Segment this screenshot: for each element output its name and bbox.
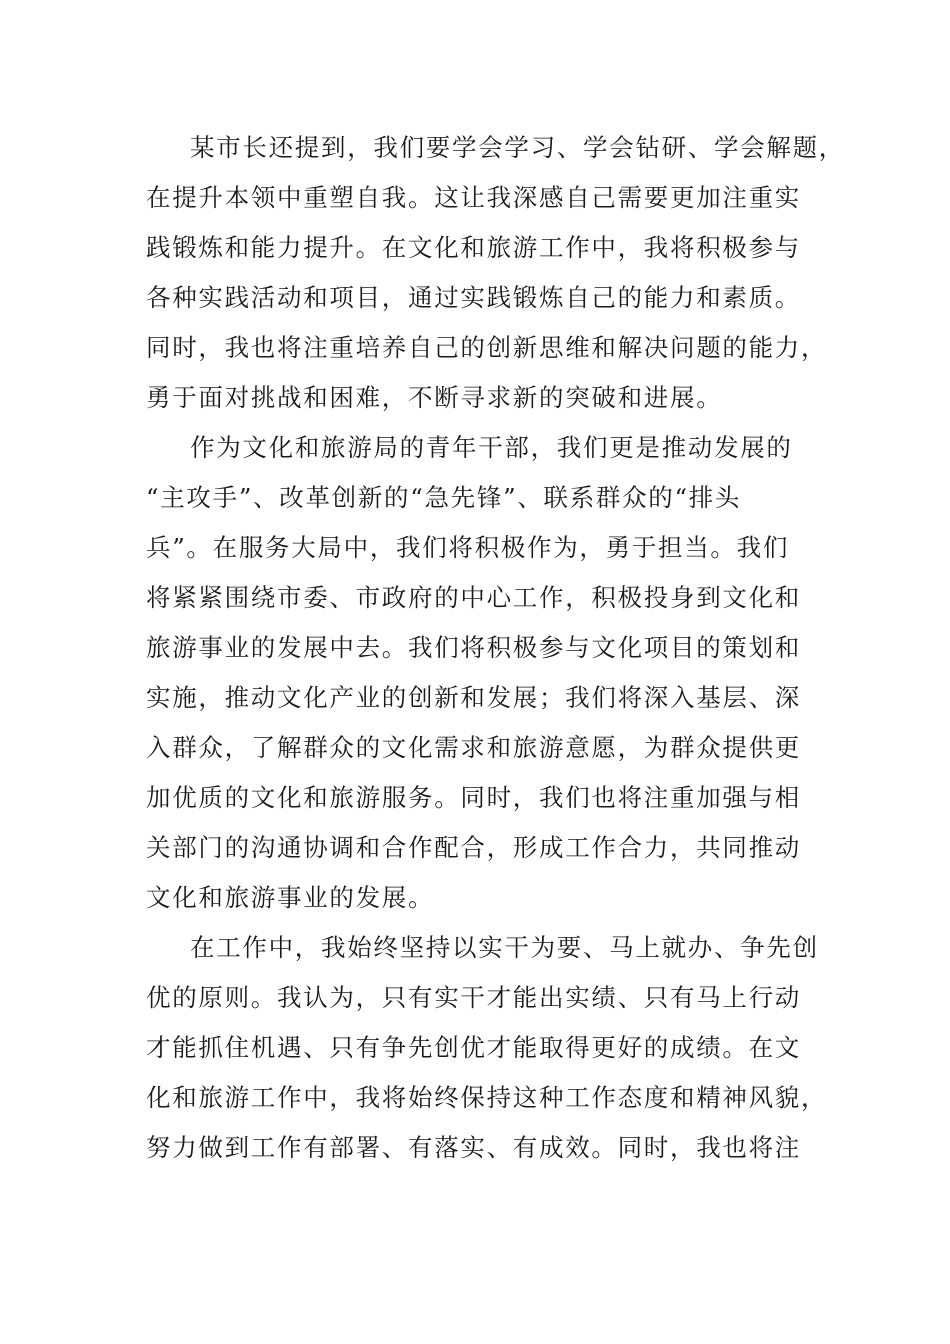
paragraph-2-line-9: 关部门的沟通协调和合作配合，形成工作合力，共同推动 — [146, 833, 801, 862]
paragraph-2-line-2: “主攻手”、改革创新的“急先锋”、联系群众的“排头 — [146, 483, 742, 512]
paragraph-2-line-6: 实施，推动文化产业的创新和发展；我们将深入基层、深 — [146, 683, 801, 712]
paragraph-3-line-4: 化和旅游工作中，我将始终保持这种工作态度和精神风貌， — [146, 1083, 828, 1112]
paragraph-1-line-6: 勇于面对挑战和困难，不断寻求新的突破和进展。 — [146, 383, 723, 412]
paragraph-3-line-5: 努力做到工作有部署、有落实、有成效。同时，我也将注 — [146, 1133, 801, 1162]
paragraph-1-line-2: 在提升本领中重塑自我。这让我深感自己需要更加注重实 — [146, 183, 801, 212]
paragraph-3-line-2: 优的原则。我认为，只有实干才能出实绩、只有马上行动 — [146, 983, 801, 1012]
paragraph-1-line-3: 践锻炼和能力提升。在文化和旅游工作中，我将积极参与 — [146, 233, 801, 262]
paragraph-2-line-3: 兵”。在服务大局中，我们将积极作为，勇于担当。我们 — [146, 533, 790, 562]
paragraph-2-line-10: 文化和旅游事业的发展。 — [146, 883, 435, 912]
paragraph-1-line-1: 某市长还提到，我们要学会学习、学会钻研、学会解题， — [190, 133, 845, 162]
paragraph-2-line-1: 作为文化和旅游局的青年干部，我们更是推动发展的 — [190, 433, 793, 462]
paragraph-1-line-5: 同时，我也将注重培养自己的创新思维和解决问题的能力， — [146, 333, 828, 362]
paragraph-2-line-8: 加优质的文化和旅游服务。同时，我们也将注重加强与相 — [146, 783, 801, 812]
paragraph-2-line-5: 旅游事业的发展中去。我们将积极参与文化项目的策划和 — [146, 633, 801, 662]
paragraph-3-line-3: 才能抓住机遇、只有争先创优才能取得更好的成绩。在文 — [146, 1033, 801, 1062]
paragraph-2-line-7: 入群众，了解群众的文化需求和旅游意愿，为群众提供更 — [146, 733, 801, 762]
paragraph-2-line-4: 将紧紧围绕市委、市政府的中心工作，积极投身到文化和 — [146, 583, 801, 612]
paragraph-1-line-4: 各种实践活动和项目，通过实践锻炼自己的能力和素质。 — [146, 283, 801, 312]
paragraph-3-line-1: 在工作中，我始终坚持以实干为要、马上就办、争先创 — [190, 933, 819, 962]
